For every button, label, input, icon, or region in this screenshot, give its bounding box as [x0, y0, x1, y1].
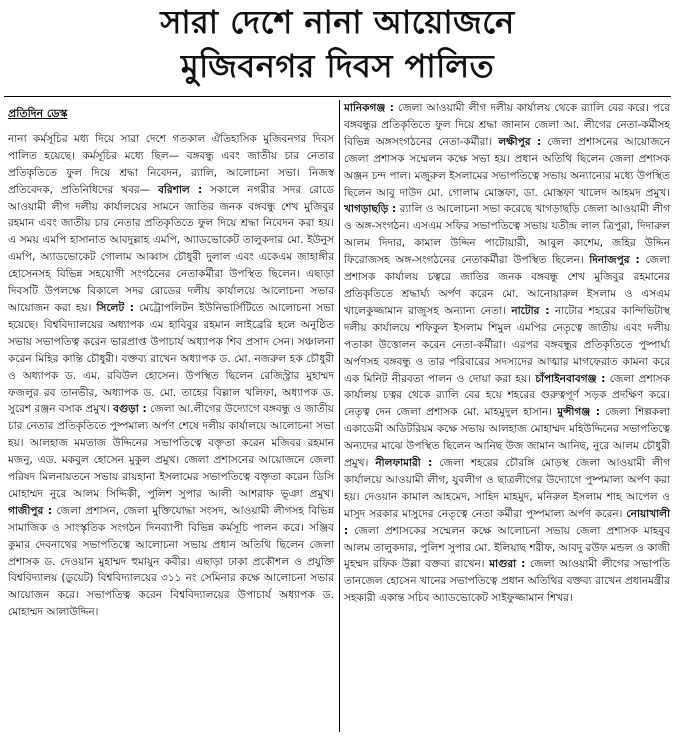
place-label: গাজীপুর :: [8, 504, 53, 517]
place-label: বগুড়া :: [113, 403, 147, 416]
place-label: নীলফামারী :: [375, 457, 433, 470]
place-label: নাটোর :: [511, 304, 550, 317]
left-column: [8, 102, 334, 621]
place-label: মানিকগঞ্জ :: [344, 102, 394, 114]
headline-line-2: মুজিবনগর দিবস পালিত: [180, 47, 495, 85]
byline: প্রতিদিন ডেস্ক: [8, 107, 68, 120]
column-divider: [339, 100, 340, 732]
headline-rule: [4, 96, 671, 97]
article-paragraph: [344, 100, 670, 607]
paragraph-text: সকালে নগরীর সদর রোডে আওয়ামী লীগ দলীয় কার্যালয়ের সামনে জাতির জনক বঙ্গবন্ধু শেখ মুজিবুর রহমান এবং জাতীয় চার নেতার প্রতিকৃতিতে ফুল দিয়ে শ্রদ্ধা নিবেদন করা হয়। এ সময় এমপি হাসানাত আবদুল্লাহ এমপি, অ্যাডভোকেট তালুকদার মো. ইউনুস এমপি, অ্যাডভোকেট গোলাম আব্বাস চৌধুরী দুলাল এবং একেএম জাহাঙ্গীর হোসেনসহ বিভিন্ন সহযোগী সংগঠনের নেতাকর্মীরা উপস্থিত ছিলেন। এছাড়া দিবসটি উপলক্ষে বিকালে সদর রোডের দলীয় কার্যালয়ে আলোচনা সভার আয়োজন করা হয়।: [8, 183, 335, 314]
place-label: লক্ষীপুর :: [498, 135, 542, 148]
paragraph-text: জেলা আ.লীগের উদ্যোগে বঙ্গবন্ধু ও জাতীয় চার নেতার প্রতিকৃতিতে পুষ্পমাল্য অর্পণ শেষে দলীয় কার্যালয়ে আলোচনা সভা হয়। আলহাজ মমতাজ উদ্দিনের সভাপতিত্বে বক্তৃতা করেন মজিবর রহমান মজনু, এড. মকবুল হোসেন মুকুল প্রমুখ। জেলা প্রশাসনের আয়োজনে জেলা পরিষদ মিলনায়তনে সভায় রায়হানা ইসলামের সভাপতিত্বে বক্তৃতা করেন ডিসি মোহাম্মদ নুরে আলম সিদ্দিকী, পুলিশ সুপার আলী আশরাফ ভূঞা প্রমুখ।: [8, 403, 334, 500]
paragraph-text: নানা কর্মসূচির মধ্য দিয়ে সারা দেশে গতকাল ঐতিহাসিক মুজিবনগর দিবস পালিত হয়েছে। কর্মসূচির মধ্যে ছিল— বঙ্গবন্ধু এবং জাতীয় চার নেতার প্রতিকৃতিতে ফুল দিয়ে শ্রদ্ধা নিবেদন, র‌্যালি, আলোচনা সভা। নিজস্ব প্রতিবেদক, প্রতিনিধিদের খবর—: [8, 132, 334, 196]
paragraph-text: নাটোর শহরের কান্দিভিটাস্থ দলীয় কার্যালয়ে শফিকুল ইসলাম শিমুল এমপির নেতৃত্বে জাতীয় এবং দলীয় পতাকা উত্তোলন করেন নেতা-কর্মীরা। এরপর বঙ্গবন্ধুর প্রতিকৃতিতে পুষ্পার্ঘ্য অর্পণসহ বঙ্গবন্ধু ও তার পরিবারের সদস্যদের আত্মার মাগফেরাত কামনা করে এক মিনিট নীরবতা পালন ও দোয়া করা হয়।: [344, 304, 671, 385]
paragraph-text: জেলা আওয়ামী লীগ দলীয় কার্যালয় থেকে র‌্যালি বের করে। পরে বঙ্গবন্ধুর প্রতিকৃতিতে ফুল দিয়ে শ্রদ্ধা জানান জেলা আ. লীগের নেতা-কর্মীসহ বিভিন্ন অঙ্গসংগঠনের নেতা-কর্মীরা।: [344, 102, 671, 148]
headline-line-1: সারা দেশে নানা আয়োজনে: [160, 3, 515, 41]
paragraph-text: জেলা প্রশাসনের আয়োজনে জেলা প্রশাসক সম্মেলন কক্ষে সভা হয়। প্রধান অতিথি ছিলেন জেলা প্রশাসক অঞ্জন চন্দ পাল। মজুরুল ইসলামের সভাপতিত্বে সভায় অন্যান্যের মধ্যে উপস্থিত ছিলেন আবু দাউদ মো. গোলাম মোস্তফা, ডা. মোস্তফা খালেদ আহমদ প্রমুখ।: [344, 135, 671, 199]
paragraph-text: জেলা শিল্পকলা একাডেমী অডিটরিয়ম কক্ষে সভায় আলহাজ মোহাম্মদ মহিউদ্দিনের সভাপতিত্বে অন্যদের মাঝে উপস্থিত ছিলেন আনিছ উজ জামান আনিছ, নুরে আলম চৌধুরী প্রমুখ।: [344, 406, 670, 470]
place-label: নোয়াখালী :: [344, 507, 670, 537]
paragraph-text: জেলা প্রশাসন, জেলা মুক্তিযোদ্ধা সংসদ, আওয়ামী লীগসহ বিভিন্ন সামাজিক ও সাংস্কৃতিক সংগঠন দিনব্যাপী বিভিন্ন কর্মসূচি পালন করে। সঞ্জিব কুমার দেবনাথের সভাপতিত্বে আলোচনা সভায় প্রধান অতিথি ছিলেন জেলা প্রশাসক ড. দেওয়ান মুহাম্মদ হুমায়ুন কবীর। এছাড়া ঢাকা প্রকৌশল ও প্রযুক্তি বিশ্ববিদ্যালয় (ডুয়েট) বিশ্ববিদ্যালয়ের ৩১১ নং সেমিনার কক্ষে আলোচনা সভার আয়োজন করে। সভাপতিত্ব করেন বিশ্ববিদ্যালয়ের উপাচার্য অধ্যাপক ড. মোহাম্মদ আলাউদ্দিন।: [8, 504, 334, 619]
place-label: খাগড়াছড়ি :: [344, 203, 397, 216]
place-label: মাগুরা :: [489, 558, 526, 571]
headline: [0, 0, 675, 92]
place-label: সিলেট :: [96, 301, 134, 314]
article-paragraph: [8, 131, 334, 621]
paragraph-text: জেলা প্রশাসকের সম্মেলন কক্ষে আলোচনা সভায় জেলা প্রশাসক মাহবুব আলম তালুকদার, পুলিশ সুপার মো. ইলিয়াছ শরীফ, আবদু রউফ মন্ডল ও কাজী মুহম্মদ রফিক উল্লা বক্তব্য রাখেন।: [344, 524, 670, 571]
paragraph-text: জেলা আওয়ামী লীগের সভাপতি তানজেল হোসেন খানের সভাপতিত্বে প্রধান অতিথির বক্তব্য রাখেন প্রধানমন্ত্রীর সহকারী একান্ত সচিব অ্যাডভোকেট সাইফুজ্জামান শিখর।: [344, 558, 670, 605]
paragraph-text: জেলা প্রশাসক কার্যালয় চত্বর থেকে র‌্যালি বের হয়ে শহরের গুরুত্বপূর্ণ সড়ক প্রদক্ষিণ করে। নেতৃত্ব দেন জেলা প্রশাসক মো. মাহমুদুল হাসান।: [344, 372, 670, 419]
right-column: [344, 100, 670, 607]
paragraph-text: মেট্রোপলিটন ইউনিভার্সিটিতে আলোচনা সভা হয়েছে। বিশ্ববিদ্যালয়ের অধ্যাপক এম হাবিবুর রহমান লাইব্রেরি হলে অনুষ্ঠিত সভায় সভাপতিত্ব করেন ভারপ্রাপ্ত উপাচার্য অধ্যাপক শিব প্রসাদ সেন। সঞ্চালনা করেন মিহির কান্তি চৌধুরী। বক্তব্য রাখেন অধ্যাপক ড. মো. নজরুল হক চৌধুরী ও অধ্যাপক ড. এম. রবিউল হোসেন। উপস্থিত ছিলেন রেজিস্ট্রার মুহাম্মদ ফজলুর রব তানভীর, অধ্যাপক ড. মো. তাহের বিল্লাল খলিফা, অধ্যাপক ড. সুরেশ রঞ্জন বসাক প্রমুখ।: [8, 301, 334, 416]
paragraph-text: জেলা শহরের চৌরঙ্গি মোড়স্থ জেলা আওয়ামী লীগ কার্যালয়ে আওয়ামী লীগ, যুবলীগ ও ছাত্রলীগের উদ্যোগে পুষ্পমাল্য অর্পণ করা হয়। দেওয়ান কামাল আহমেদ, সাহিদ মাহমুদ, মনিরুল ইসলাম শাহ আপেল ও মাসুদ সরকার মাসুদের নেতৃত্বে নেতা কর্মীরা পুষ্পমাল্য অর্পণ করেন।: [344, 457, 670, 520]
place-label: মুন্সীগঞ্জ :: [557, 406, 600, 419]
place-label: চাঁপাইনবাবগঞ্জ :: [535, 372, 606, 385]
place-label: দিনাজপুর :: [589, 254, 640, 267]
paragraph-text: র‌্যালি ও আলোচনা সভা করেছে খাগড়াছড়ি জেলা আওয়ামী লীগ ও অঙ্গ-সংগঠন। এসএম সফির সভাপতিত্বে সভায় যতীন্দ্র লাল ত্রিপুরা, দিদারুল আলম দিদার, কামাল উদ্দিন পাটোয়ারী, আবুল কাশেম, জহির উদ্দিন ফিরোজসহ অঙ্গ-সংগঠনের নেতাকর্মীরা উপস্থিত ছিলেন।: [344, 203, 670, 267]
place-label: বরিশাল :: [158, 183, 203, 196]
paragraph-text: জেলা প্রশাসক কার্যালয় চত্বরে জাতির জনক বঙ্গবন্ধু শেখ মুজিবুর রহমানের প্রতিকৃতিতে শ্রদ্ধার্ঘ্য অর্পণ করেন মো. আনোয়ারুল ইসলাম ও এসএম খালেকুজ্জামান রাজুসহ অন্যান্য নেতা।: [344, 254, 671, 317]
